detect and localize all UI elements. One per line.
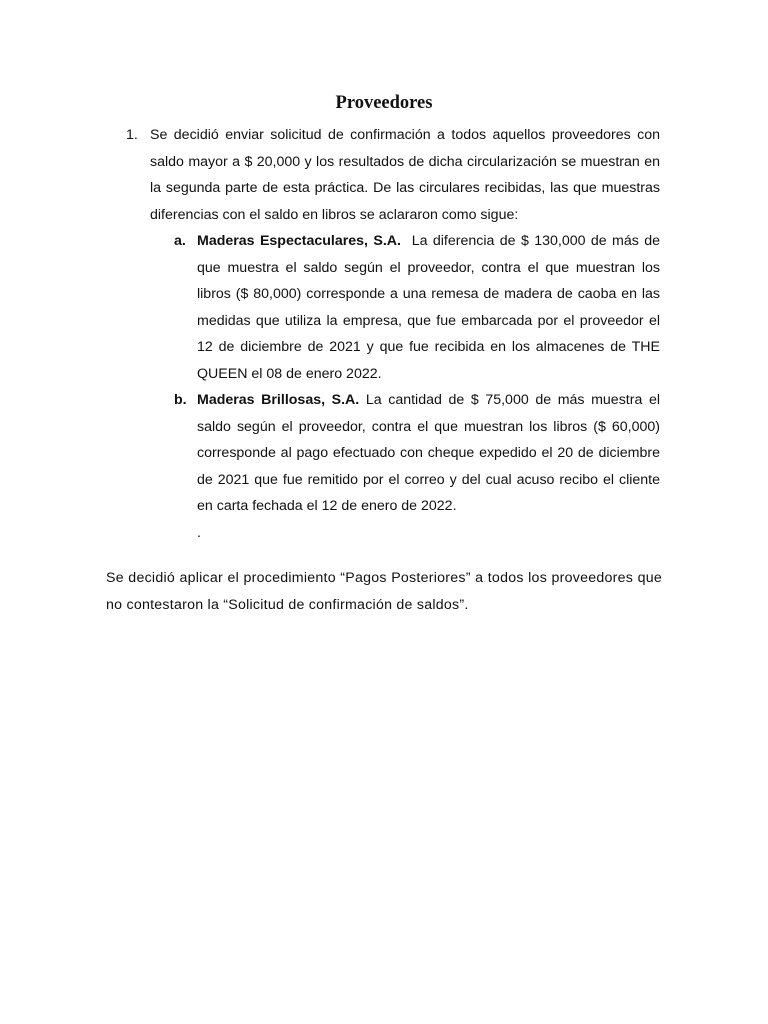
sub-item-text: La cantidad de $ 75,000 de más muestra el saldo según el proveedor, contra el que muestran los libros ($ 60,000) corresponde al pago efectuado con cheque expedido el 20 de diciembre de 2021 que fue remitido por el correo y del cual acuso recibo el cliente en carta fechada el 12 de enero de 2022. — [197, 392, 660, 514]
company-name: Maderas Brillosas, S.A. — [197, 392, 360, 408]
sub-item-a — [150, 228, 660, 387]
numbered-item-1 — [126, 122, 660, 546]
sub-list — [150, 228, 660, 546]
sub-item-letter: a. — [174, 233, 186, 249]
item-number: 1. — [126, 127, 138, 143]
sub-item-text: La diferencia de $ 130,000 de más de que muestra el saldo según el proveedor, contra el que muestran los libros ($ 80,000) corresponde a una remesa de madera de caoba en las medidas que utiliza la empresa, que fue embarcada por el proveedor el 12 de diciembre de 2021 y que fue recibida en los almacenes de THE QUEEN el 08 de enero 2022. — [197, 233, 660, 382]
closing-paragraph: Se decidió aplicar el procedimiento “Pagos Posteriores” a todos los proveedores que no contestaron la “Solicitud de confirmación de saldos”. — [106, 570, 662, 613]
item-1-text: Se decidió enviar solicitud de confirmación a todos aquellos proveedores con saldo mayor a $ 20,000 y los resultados de dicha circularización se muestran en la segunda parte de esta práctica. De las circulares recibidas, las que muestras diferencias con el saldo en libros se aclararon como sigue: — [150, 127, 660, 223]
sub-item-letter: b. — [174, 392, 187, 408]
sub-item-b — [150, 387, 660, 520]
trailing-mark: . — [197, 524, 201, 541]
company-name: Maderas Espectaculares, S.A. — [197, 233, 401, 249]
page-title: Proveedores — [335, 93, 433, 113]
